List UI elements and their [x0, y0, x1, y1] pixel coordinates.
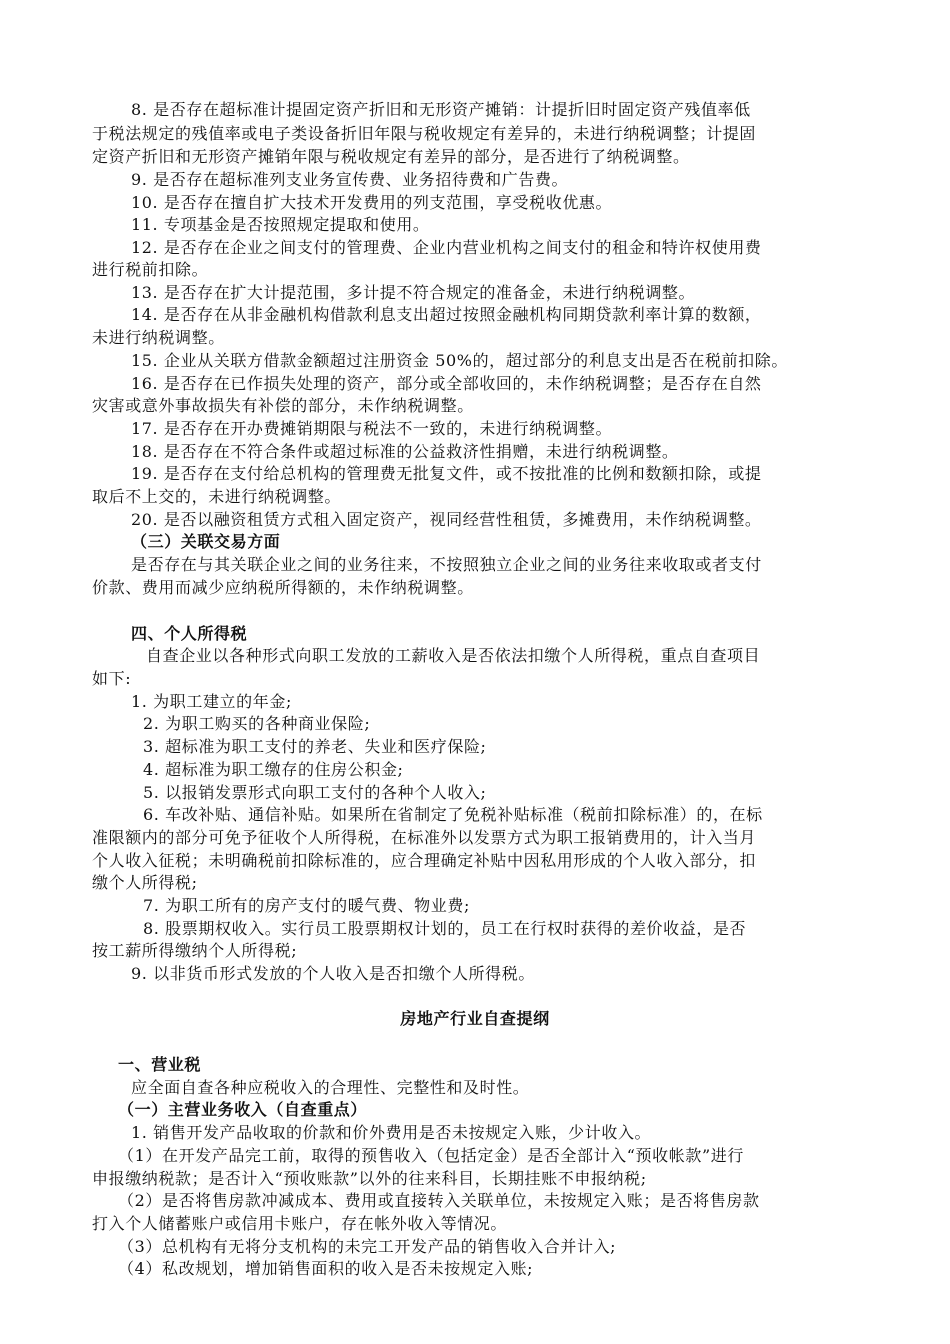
text-line: 定资产折旧和无形资产摊销年限与税收规定有差异的部分，是否进行了纳税调整。	[92, 147, 690, 166]
text-line: （4）私改规划，增加销售面积的收入是否未按规定入账;	[118, 1259, 534, 1278]
text-line: 于税法规定的残值率或电子类设备折旧年限与税收规定有差异的，未进行纳税调整；计提固	[92, 124, 757, 143]
list-item: 2. 为职工购买的各种商业保险;	[143, 714, 371, 733]
text-line: 未进行纳税调整。	[92, 328, 225, 347]
text-line: 自查企业以各种形式向职工发放的工薪收入是否依法扣缴个人所得税，重点自查项目	[146, 646, 761, 665]
text-line: 15. 企业从关联方借款金额超过注册资金 50%的，超过部分的利息支出是否在税前扣除。	[131, 351, 788, 370]
text-line: 应全面自查各种应税收入的合理性、完整性和及时性。	[131, 1078, 530, 1097]
list-item: 1. 为职工建立的年金;	[131, 692, 292, 711]
list-item: 9. 以非货币形式发放的个人收入是否扣缴个人所得税。	[131, 964, 535, 983]
list-item: 6. 车改补贴、通信补贴。如果所在省制定了免税补贴标准（税前扣除标准）的，在标	[143, 805, 763, 824]
section-heading: （三）关联交易方面	[131, 532, 281, 551]
text-line: 14. 是否存在从非金融机构借款利息支出超过按照金融机构同期贷款利率计算的数额，	[131, 305, 762, 324]
text-line: 13. 是否存在扩大计提范围，多计提不符合规定的准备金，未进行纳税调整。	[131, 283, 696, 302]
text-line: 16. 是否存在已作损失处理的资产，部分或全部收回的，未作纳税调整；是否存在自然	[131, 374, 762, 393]
list-item: 8. 股票期权收入。实行员工股票期权计划的，员工在行权时获得的差价收益，是否	[143, 919, 747, 938]
text-line: 进行税前扣除。	[92, 260, 209, 279]
list-item: 5. 以报销发票形式向职工支付的各种个人收入;	[143, 783, 487, 802]
list-item: 3. 超标准为职工支付的养老、失业和医疗保险;	[143, 737, 487, 756]
text-line: 申报缴纳税款；是否计入“预收账款”以外的往来科目，长期挂账不申报纳税;	[92, 1169, 647, 1188]
text-line: 打入个人储蓄账户或信用卡账户，存在帐外收入等情况。	[92, 1214, 508, 1233]
text-line: 1. 销售开发产品收取的价款和价外费用是否未按规定入账，少计收入。	[131, 1123, 652, 1142]
text-line: 缴个人所得税;	[92, 873, 198, 892]
text-line: （3）总机构有无将分支机构的未完工开发产品的销售收入合并计入;	[118, 1237, 617, 1256]
text-line: （1）在开发产品完工前，取得的预售收入（包括定金）是否全部计入“预收帐款”进行	[118, 1146, 744, 1165]
list-item: 4. 超标准为职工缴存的住房公积金;	[143, 760, 404, 779]
text-line: 取后不上交的，未进行纳税调整。	[92, 487, 342, 506]
text-line: 个人收入征税；未明确税前扣除标准的，应合理确定补贴中因私用形成的个人收入部分，扣	[92, 851, 757, 870]
section-heading: （一）主营业务收入（自查重点）	[118, 1100, 368, 1119]
text-line: 按工薪所得缴纳个人所得税;	[92, 941, 298, 960]
text-line: 12. 是否存在企业之间支付的管理费、企业内营业机构之间支付的租金和特许权使用费	[131, 238, 762, 257]
text-line: 准限额内的部分可免予征收个人所得税，在标准外以发票方式为职工报销费用的，计入当月	[92, 828, 757, 847]
text-line: （2）是否将售房款冲减成本、费用或直接转入关联单位，未按规定入账；是否将售房款	[118, 1191, 760, 1210]
text-line: 20. 是否以融资租赁方式租入固定资产，视同经营性租赁，多摊费用，未作纳税调整。	[131, 510, 762, 529]
text-line: 10. 是否存在擅自扩大技术开发费用的列支范围，享受税收优惠。	[131, 193, 613, 212]
section-heading: 一、营业税	[118, 1055, 202, 1074]
text-line: 8. 是否存在超标准计提固定资产折旧和无形资产摊销：计提折旧时固定资产残值率低	[131, 100, 751, 119]
text-line: 18. 是否存在不符合条件或超过标准的公益救济性捐赠，未进行纳税调整。	[131, 442, 679, 461]
text-line: 灾害或意外事故损失有补偿的部分，未作纳税调整。	[92, 396, 474, 415]
text-line: 19. 是否存在支付给总机构的管理费无批复文件，或不按批准的比例和数额扣除，或提	[131, 464, 762, 483]
text-line: 如下:	[92, 669, 132, 688]
text-line: 9. 是否存在超标准列支业务宣传费、业务招待费和广告费。	[131, 170, 569, 189]
text-line: 11. 专项基金是否按照规定提取和使用。	[131, 215, 430, 234]
section-heading: 四、个人所得税	[131, 624, 248, 643]
text-line: 是否存在与其关联企业之间的业务往来，不按照独立企业之间的业务往来收取或者支付	[131, 555, 762, 574]
list-item: 7. 为职工所有的房产支付的暖气费、物业费;	[143, 896, 470, 915]
text-line: 价款、费用而减少应纳税所得额的，未作纳税调整。	[92, 578, 474, 597]
page-title: 房地产行业自查提纲	[400, 1009, 550, 1028]
text-line: 17. 是否存在开办费摊销期限与税法不一致的，未进行纳税调整。	[131, 419, 613, 438]
